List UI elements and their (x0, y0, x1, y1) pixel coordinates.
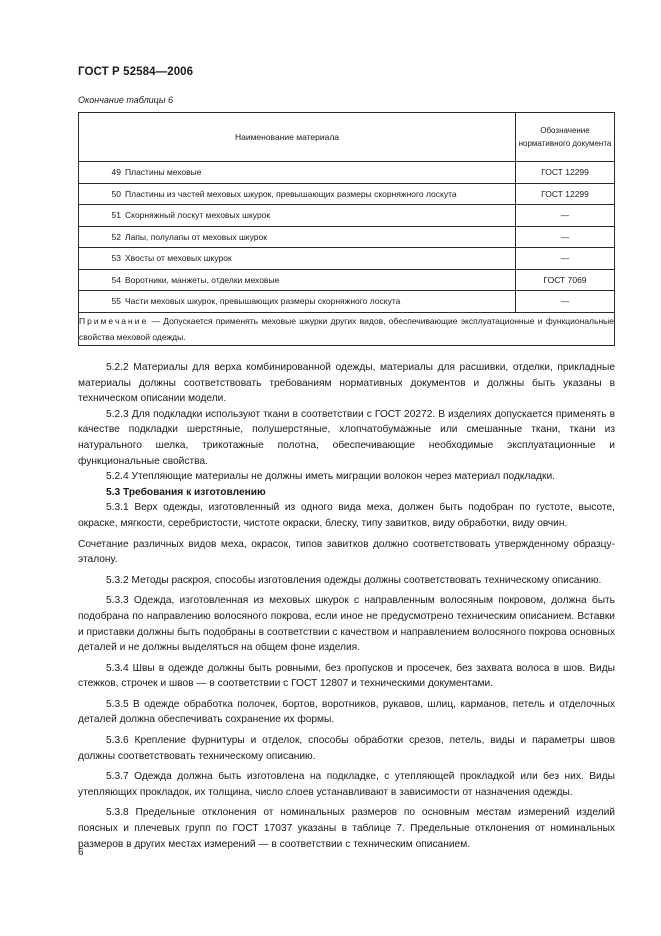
paragraph-5-3-2: 5.3.2 Методы раскроя, способы изготовления одежды должны соответствовать техническому описанию. (106, 574, 602, 586)
material-name-cell (79, 162, 516, 184)
section-heading-5-3: 5.3 Требования к изготовлению (106, 486, 266, 498)
col-header-normative-doc: Обозначение нормативного документа (516, 113, 615, 162)
paragraph-5-3-4: 5.3.4 Швы в одежде должны быть ровными, без пропусков и просечек, без захвата волоса в шов. Виды стежков, строчек и швов — в соответствии с ГОСТ 12807 и техническими документами. (78, 662, 615, 690)
normative-doc-cell: — (516, 205, 615, 227)
material-name: Части меховых шкурок, превышающих размеры скорняжного лоскута (125, 296, 401, 307)
table-row (79, 205, 615, 227)
paragraph-5-3-5: 5.3.5 В одежде обработка полочек, бортов, воротников, рукавов, шлиц, карманов, петель и отделочных деталей должна обеспечивать сохранение их формы. (78, 698, 615, 726)
table-caption: Окончание таблицы 6 (78, 95, 173, 105)
materials-table (78, 112, 615, 346)
table-note-row (79, 312, 615, 345)
table-row (79, 291, 615, 313)
normative-doc-cell: ГОСТ 7069 (516, 269, 615, 291)
material-name-cell (79, 291, 516, 313)
normative-doc-cell: — (516, 248, 615, 270)
material-name: Пластины меховые (125, 167, 202, 178)
material-name: Лапы, полулапы от меховых шкурок (125, 231, 267, 242)
table-note (79, 312, 615, 345)
table-row (79, 269, 615, 291)
paragraph-5-3-6: 5.3.6 Крепление фурнитуры и отделок, способы обработки срезов, петель, виды и параметры швов должны соответствовать техническому описанию. (78, 735, 615, 762)
row-number: 52 (111, 231, 121, 242)
row-number: 53 (111, 253, 121, 264)
normative-doc-cell: — (516, 291, 615, 313)
material-name-cell (79, 205, 516, 227)
paragraph-5-2-3: 5.2.3 Для подкладки используют ткани в соответствии с ГОСТ 20272. В изделиях допускается применять в качестве подкладки шерстяные, полушерстяные, хлопчатобумажные или смешанные ткани, ткани из натурального шелка, трикотажные полотна, обеспечивающие необходимые эксплуатационные и функциональные свойства. (78, 408, 615, 467)
document-body (78, 360, 615, 852)
material-name: Пластины из частей меховых шкурок, превышающих размеры скорняжного лоскута (125, 188, 457, 199)
material-name: Скорняжный лоскут меховых шкурок (125, 210, 271, 221)
material-name-cell (79, 269, 516, 291)
paragraph-5-3-1: 5.3.1 Верх одежды, изготовленный из одного вида меха, должен быть подобран по густоте, высоте, окраске, мягкости, серебристости, чистоте окраски, блеску, типу завитков, виду обработки, виду овчин. (78, 502, 615, 529)
material-name-cell (79, 183, 516, 205)
table-header-row (79, 113, 615, 162)
note-text: — Допускается применять меховые шкурки других видов, обеспечивающие эксплуатационные и функциональные свойства меховой одежды. (79, 315, 614, 342)
row-number: 54 (111, 274, 121, 285)
normative-doc-cell: ГОСТ 12299 (516, 162, 615, 184)
normative-doc-cell: — (516, 226, 615, 248)
table-row (79, 162, 615, 184)
normative-doc-cell: ГОСТ 12299 (516, 183, 615, 205)
material-name: Хвосты от меховых шкурок (125, 253, 232, 264)
page-number: 6 (78, 847, 84, 858)
paragraph-5-3-7: 5.3.7 Одежда должна быть изготовлена на подкладке, с утепляющей прокладкой или без них. Виды утепляющих прокладок, их толщина, число слоев устанавливают в зависимости от назначения одежды. (78, 771, 615, 798)
paragraph-5-3-3: 5.3.3 Одежда, изготовленная из меховых шкурок с направленным волосяным покровом, должна быть подобрана по направлению волосяного покрова, если иное не предусмотрено техническим описанием. Вставки и приставки должны быть подобраны в соответствии с качеством и направлением волосяного покрова основных деталей и не должны выделяться на общем фоне изделия. (78, 595, 615, 654)
row-number: 55 (111, 296, 121, 307)
table-row (79, 248, 615, 270)
paragraph-5-2-2: 5.2.2 Материалы для верха комбинированной одежды, материалы для расшивки, отделки, прикладные материалы должны соответствовать требованиям нормативных документов и должны быть указаны в техническом описании модели. (78, 362, 615, 405)
row-number: 49 (111, 167, 121, 178)
paragraph-5-2-4: 5.2.4 Утепляющие материалы не должны иметь миграции волокон через материал подкладки. (106, 471, 556, 483)
table-row (79, 226, 615, 248)
row-number: 51 (111, 210, 121, 221)
material-name-cell (79, 248, 516, 270)
paragraph-combination: Сочетание различных видов меха, окрасок, типов завитков должно соответствовать утвержденному образцу-эталону. (78, 538, 615, 566)
table-row (79, 183, 615, 205)
material-name: Воротники, манжеты, отделки меховые (125, 274, 280, 285)
note-label: Примечание (79, 315, 149, 326)
row-number: 50 (111, 188, 121, 199)
material-name-cell (79, 226, 516, 248)
paragraph-5-3-8: 5.3.8 Предельные отклонения от номинальных размеров по основным местам измерений изделий поясных и плечевых групп по ГОСТ 17037 указаны в таблице 7. Предельные отклонения от номинальных размеров в других местах измерений — в соответствии с техническим описанием. (78, 807, 615, 850)
col-header-material-name: Наименование материала (79, 113, 516, 162)
document-header: ГОСТ Р 52584—2006 (78, 66, 194, 78)
